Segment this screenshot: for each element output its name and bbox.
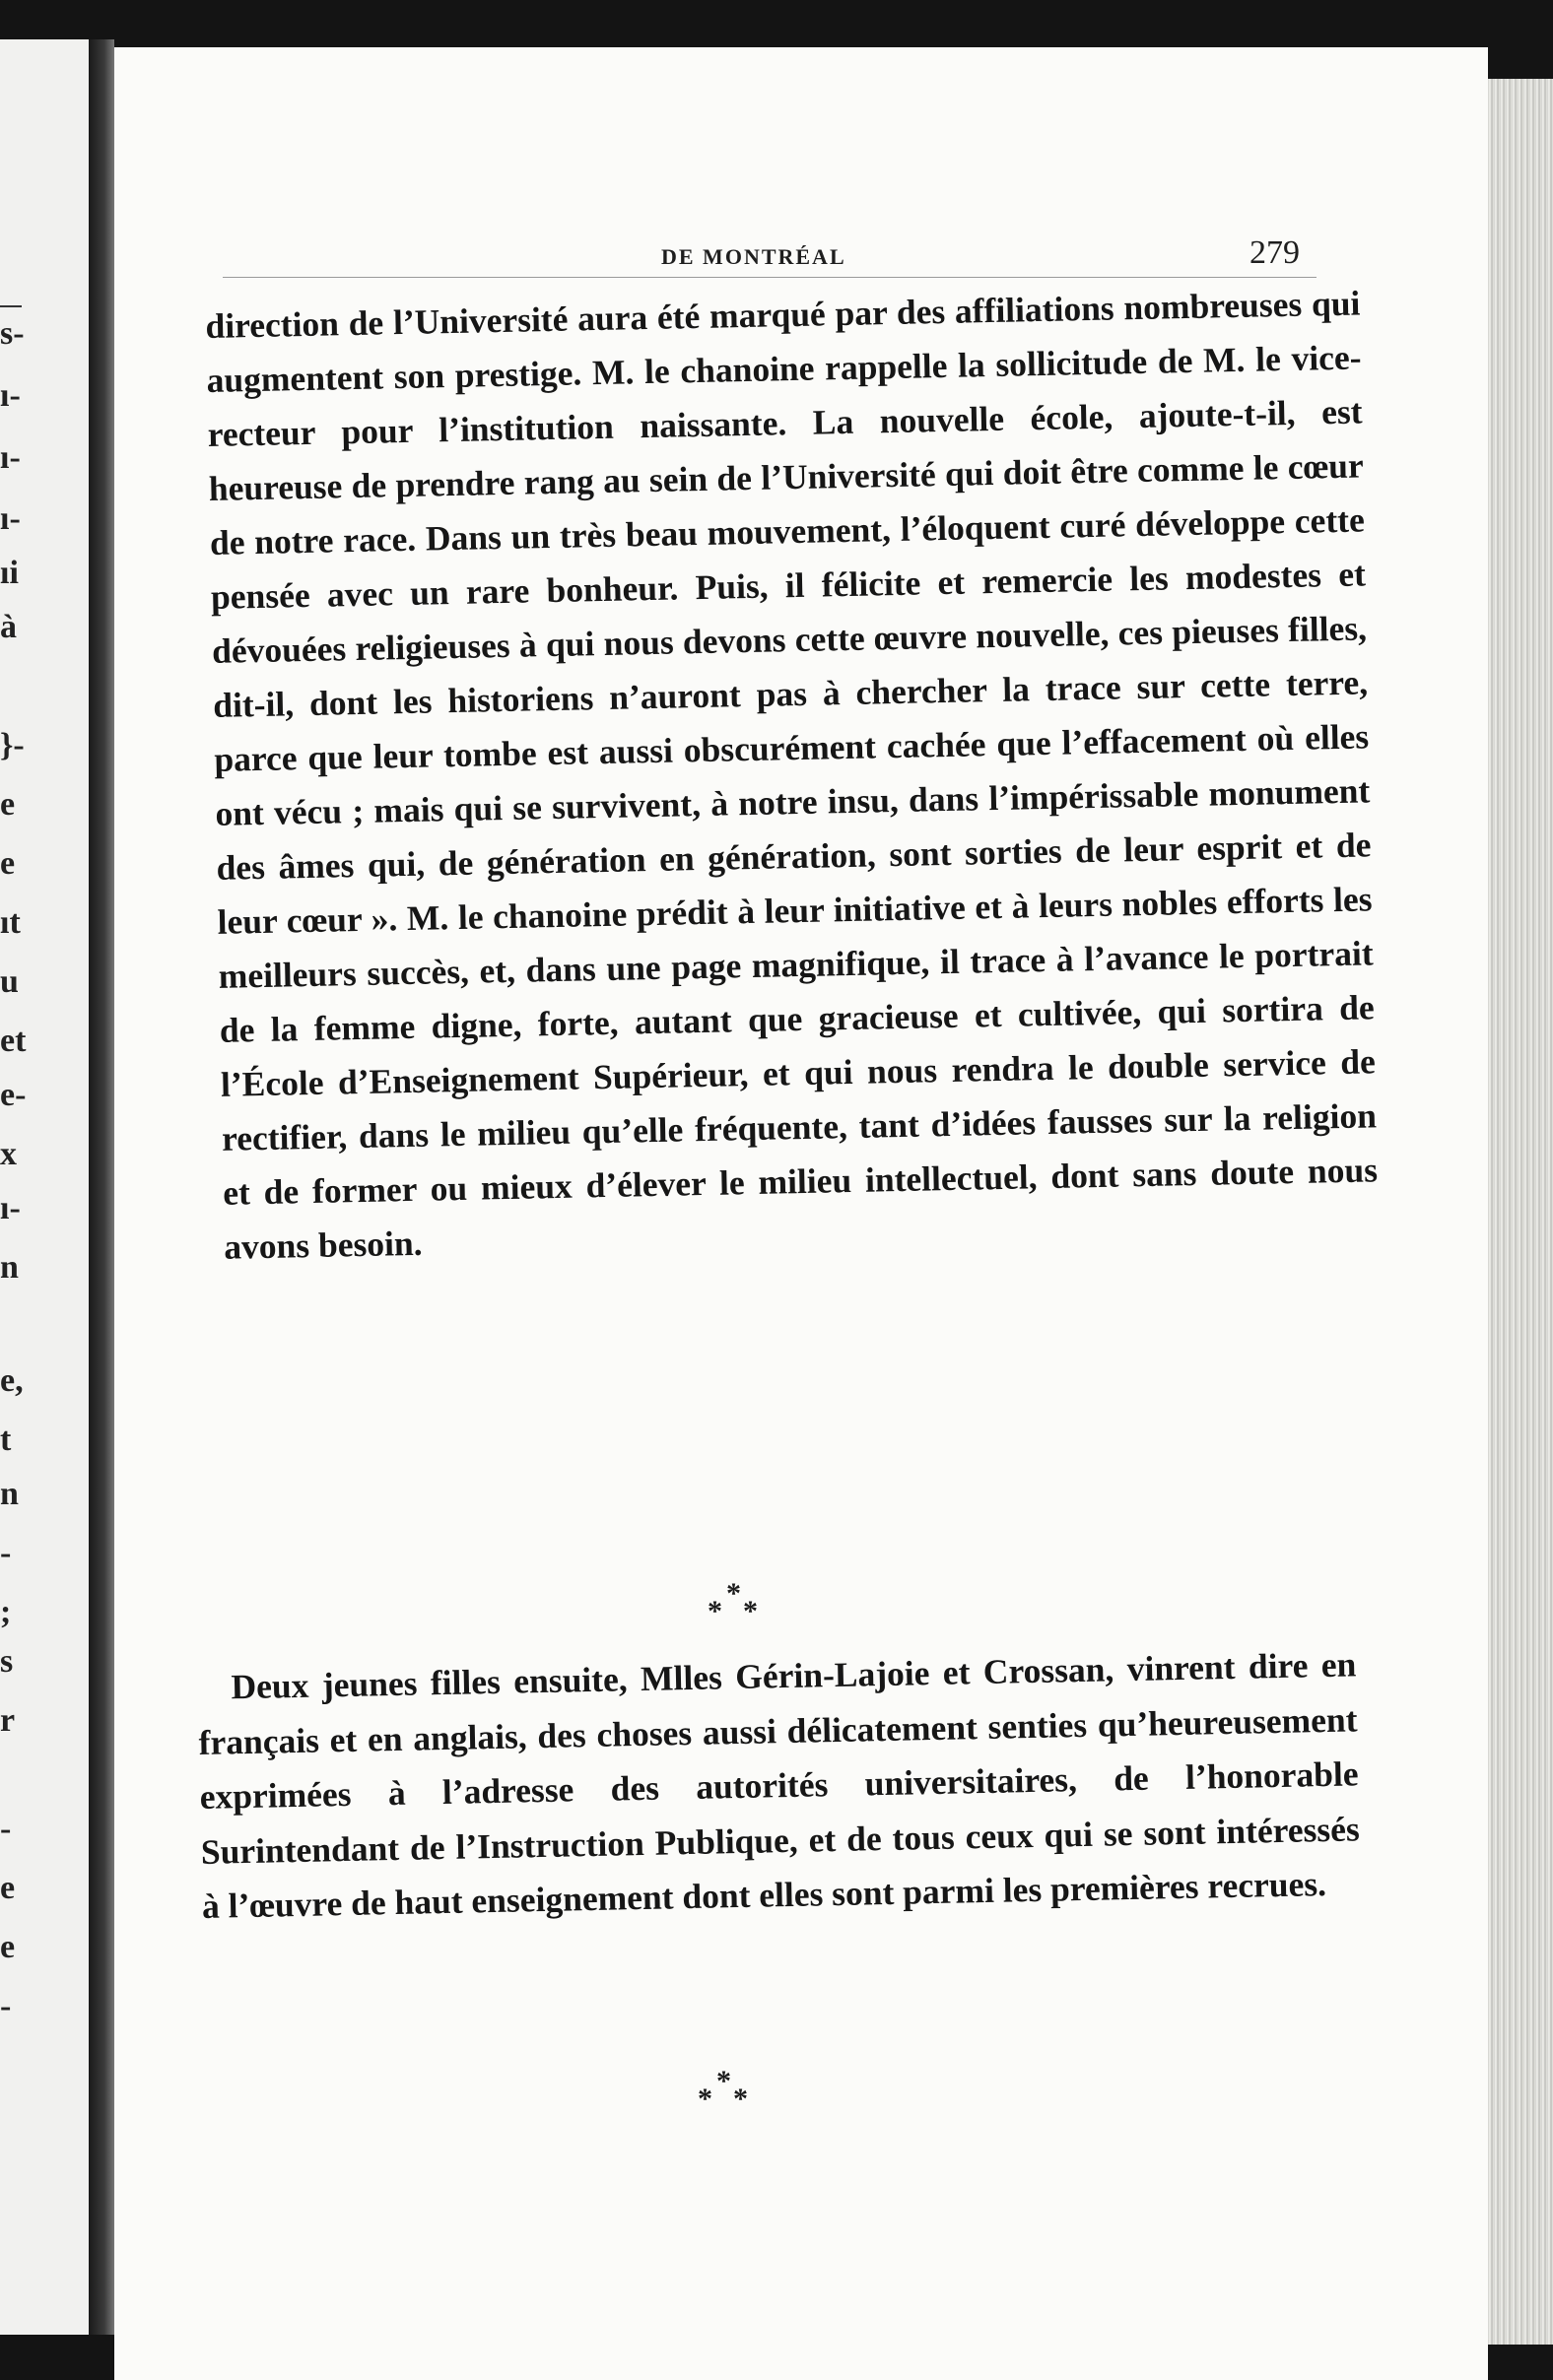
facing-page-rule — [0, 305, 22, 307]
asterism-separator — [696, 2065, 755, 2115]
facing-page-fragment: e — [0, 1929, 16, 1965]
asterism-star: * — [726, 1577, 741, 1610]
facing-page-fragment: u — [0, 963, 19, 1000]
asterism-star: * — [698, 2082, 712, 2115]
book-page — [114, 47, 1488, 2380]
facing-page-fragment: ı- — [0, 1190, 21, 1226]
facing-page-fragment: ıt — [0, 904, 21, 941]
facing-page-fragment: ı- — [0, 500, 21, 537]
facing-page-fragment: - — [0, 1811, 12, 1847]
facing-page-fragment: e, — [0, 1362, 24, 1399]
facing-page-fragment: - — [0, 1988, 12, 2024]
facing-page-fragment: e — [0, 786, 16, 823]
page-stack-edge — [1488, 79, 1553, 2345]
page-number: 279 — [1249, 234, 1300, 271]
facing-page-fragment: t — [0, 1421, 12, 1458]
facing-page-fragment: }- — [0, 727, 25, 763]
book-gutter — [89, 39, 114, 2335]
facing-page-fragment: n — [0, 1249, 19, 1286]
facing-page-fragment: ; — [0, 1594, 12, 1630]
facing-page-fragment: à — [0, 609, 17, 645]
running-head: DE MONTRÉAL — [661, 244, 846, 269]
facing-page-fragment: x — [0, 1136, 17, 1172]
facing-page-fragment: ı- — [0, 377, 21, 414]
asterism-star: * — [743, 1595, 758, 1627]
asterism-star: * — [708, 1595, 722, 1627]
facing-page-fragment: ı- — [0, 439, 21, 476]
facing-page-fragment: e — [0, 845, 16, 882]
header-rule — [223, 277, 1317, 278]
page-header — [114, 193, 1488, 271]
asterism-star: * — [716, 2065, 731, 2097]
body-paragraph-1: direction de l’Université aura été marqué par des affiliations nombreuses qui augmentent son prestige. M. le chanoine rappelle la sollicitude de M. le vice-recteur pour l’institution naissante. La nouvelle école, ajoute-t-il, est heureuse de prendre rang au sein de l’Université qui doit être comme le cœur de notre race. Dans un très beau mouvement, l’éloquent curé développe cette pensée avec un rare bonheur. Puis, il félicite et remercie les modestes et dévouées religieuses à qui nous devons cette œuvre nouvelle, ces pieuses filles, dit-il, dont les historiens n’auront pas à chercher la trace sur cette terre, parce que leur tombe est aussi obscurément cachée que l’effacement où elles ont vécu ; mais qui se survivent, à notre insu, dans l’impérissable monument des âmes qui, de génération en génération, sont sorties de leur esprit et de leur cœur ». M. le chanoine prédit à leur initiative et à leurs nobles efforts les meilleurs succès, et, dans une page magnifique, il trace à l’avance le portrait de la femme digne, forte, autant que gracieuse et cultivée, qui sortira de l’École d’Enseignement Supérieur, et qui nous rendra le double service de rectifier, dans le milieu qu’elle fréquente, tant d’idées fausses sur la religion et de former ou mieux d’élever le milieu intellectuel, dont sans doute nous avons besoin. — [205, 283, 1379, 1267]
facing-page-fragment: - — [0, 1535, 12, 1571]
body-paragraph-2: Deux jeunes filles ensuite, Mlles Gérin-Lajoie et Crossan, vinrent dire en français et en anglais, des choses aussi délicatement senties qu’heureusement exprimées à l’adresse des autorités universitaires, de l’honorable Surintendant de l’Instruction Publique, et de tous ceux qui se sont intéressés à l’œuvre de haut enseignement dont elles sont parmi les premières recrues. — [198, 1644, 1361, 1926]
facing-page-fragment: r — [0, 1702, 16, 1739]
facing-page-fragment: s — [0, 1643, 14, 1680]
asterism-star: * — [733, 2082, 748, 2115]
facing-page-fragment: et — [0, 1023, 27, 1059]
facing-page-fragment: e- — [0, 1077, 27, 1113]
facing-page-fragment: e — [0, 1870, 16, 1906]
facing-page-fragment: n — [0, 1476, 19, 1512]
facing-page-edge — [0, 39, 89, 2335]
facing-page-fragment: ıi — [0, 555, 19, 591]
asterism-separator — [706, 1577, 765, 1627]
facing-page-fragment: s- — [0, 315, 25, 352]
